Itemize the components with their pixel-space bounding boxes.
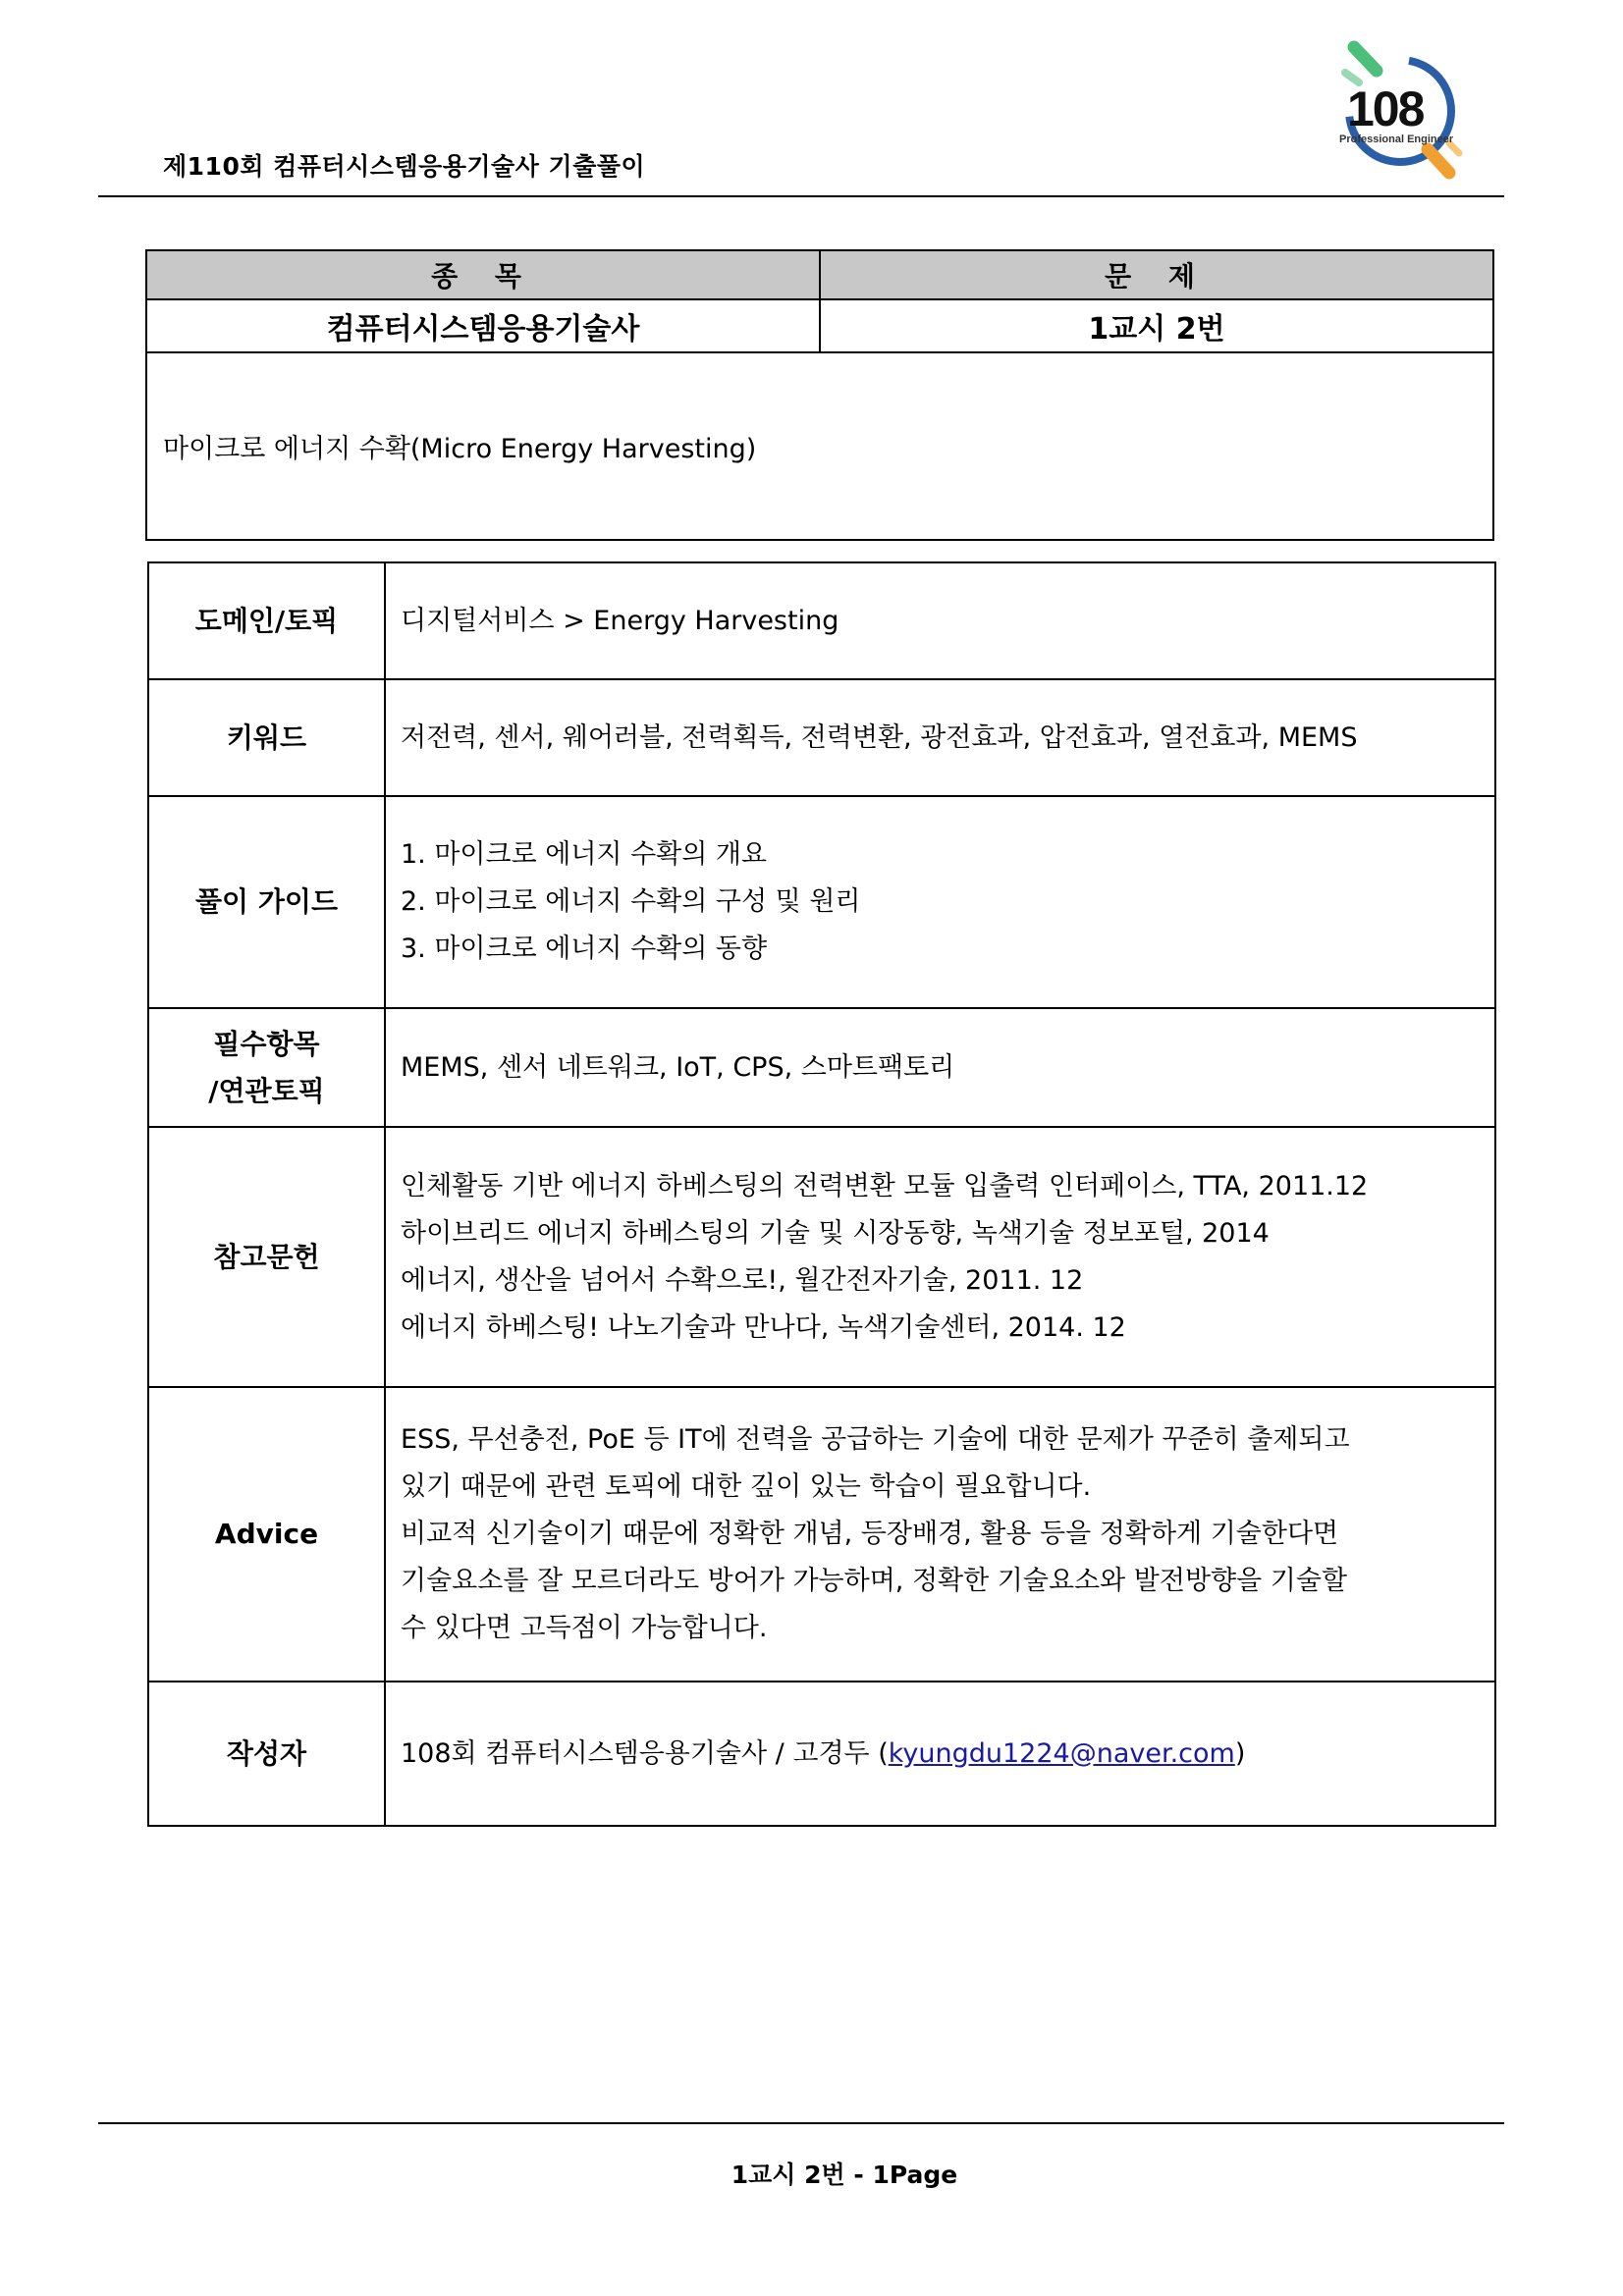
domain-label: 도메인/토픽 <box>148 562 385 679</box>
reference-list <box>385 1127 1495 1387</box>
advice-line: 있기 때문에 관련 토픽에 대한 깊이 있는 학습이 필요합니다. <box>401 1471 1092 1502</box>
guide-item: 1. 마이크로 에너지 수확의 개요 <box>401 839 768 870</box>
category-value: 컴퓨터시스템응용기술사 <box>146 299 820 352</box>
keyword-value: 저전력, 센서, 웨어러블, 전력획득, 전력변환, 광전효과, 압전효과, 열전효과, MEMS <box>385 679 1495 796</box>
guide-item: 2. 마이크로 에너지 수확의 구성 및 원리 <box>401 886 861 917</box>
author-suffix: ) <box>1234 1737 1246 1769</box>
author-value <box>385 1682 1495 1826</box>
required-label-line-1: 필수항목 <box>213 1027 320 1060</box>
problem-header: 문 제 <box>820 250 1493 299</box>
page-footer: 1교시 2번 - 1Page <box>730 2161 958 2189</box>
details-table <box>147 561 1496 1827</box>
reference-item: 에너지 하베스팅! 나노기술과 만나다, 녹색기술센터, 2014. 12 <box>401 1311 1126 1343</box>
author-email-link[interactable]: kyungdu1224@naver.com <box>888 1737 1235 1769</box>
summary-table <box>145 249 1494 541</box>
category-header: 종 목 <box>146 250 820 299</box>
author-label: 작성자 <box>148 1682 385 1826</box>
required-label <box>148 1008 385 1127</box>
reference-item: 인체활동 기반 에너지 하베스팅의 전력변환 모듈 입출력 인터페이스, TTA, 2011.12 <box>401 1170 1369 1201</box>
author-prefix: 108회 컴퓨터시스템응용기술사 / 고경두 ( <box>401 1737 889 1769</box>
problem-value: 1교시 2번 <box>820 299 1493 352</box>
required-value: MEMS, 센서 네트워크, IoT, CPS, 스마트팩토리 <box>385 1008 1495 1127</box>
logo-number: 108 <box>1347 81 1424 136</box>
header-divider <box>98 195 1504 197</box>
advice-text <box>385 1387 1495 1682</box>
guide-item: 3. 마이크로 에너지 수확의 동향 <box>401 934 768 964</box>
advice-label: Advice <box>148 1387 385 1682</box>
logo-108 <box>1329 39 1477 187</box>
advice-line: ESS, 무선충전, PoE 등 IT에 전력을 공급하는 기술에 대한 문제가 꾸준히 출제되고 <box>401 1424 1350 1455</box>
advice-line: 수 있다면 고득점이 가능합니다. <box>401 1613 768 1643</box>
reference-label: 참고문헌 <box>148 1127 385 1387</box>
domain-value: 디지털서비스 > Energy Harvesting <box>385 562 1495 679</box>
guide-list <box>385 796 1495 1008</box>
advice-line: 비교적 신기술이기 때문에 정확한 개념, 등장배경, 활용 등을 정확하게 기술한다면 <box>401 1519 1339 1549</box>
logo-subtitle: Professional Engineer <box>1339 133 1454 145</box>
reference-item: 하이브리드 에너지 하베스팅의 기술 및 시장동향, 녹색기술 정보포털, 2014 <box>401 1217 1270 1249</box>
footer-divider <box>98 2122 1504 2124</box>
keyword-label: 키워드 <box>148 679 385 796</box>
question-text: 마이크로 에너지 수확(Micro Energy Harvesting) <box>146 352 1493 540</box>
guide-label: 풀이 가이드 <box>148 796 385 1008</box>
document-header-title: 제110회 컴퓨터시스템응용기술사 기출풀이 <box>163 152 646 181</box>
advice-line: 기술요소를 잘 모르더라도 방어가 가능하며, 정확한 기술요소와 발전방향을 기술할 <box>401 1566 1348 1596</box>
reference-item: 에너지, 생산을 넘어서 수확으로!, 월간전자기술, 2011. 12 <box>401 1264 1084 1296</box>
required-label-line-2: /연관토픽 <box>208 1074 325 1107</box>
